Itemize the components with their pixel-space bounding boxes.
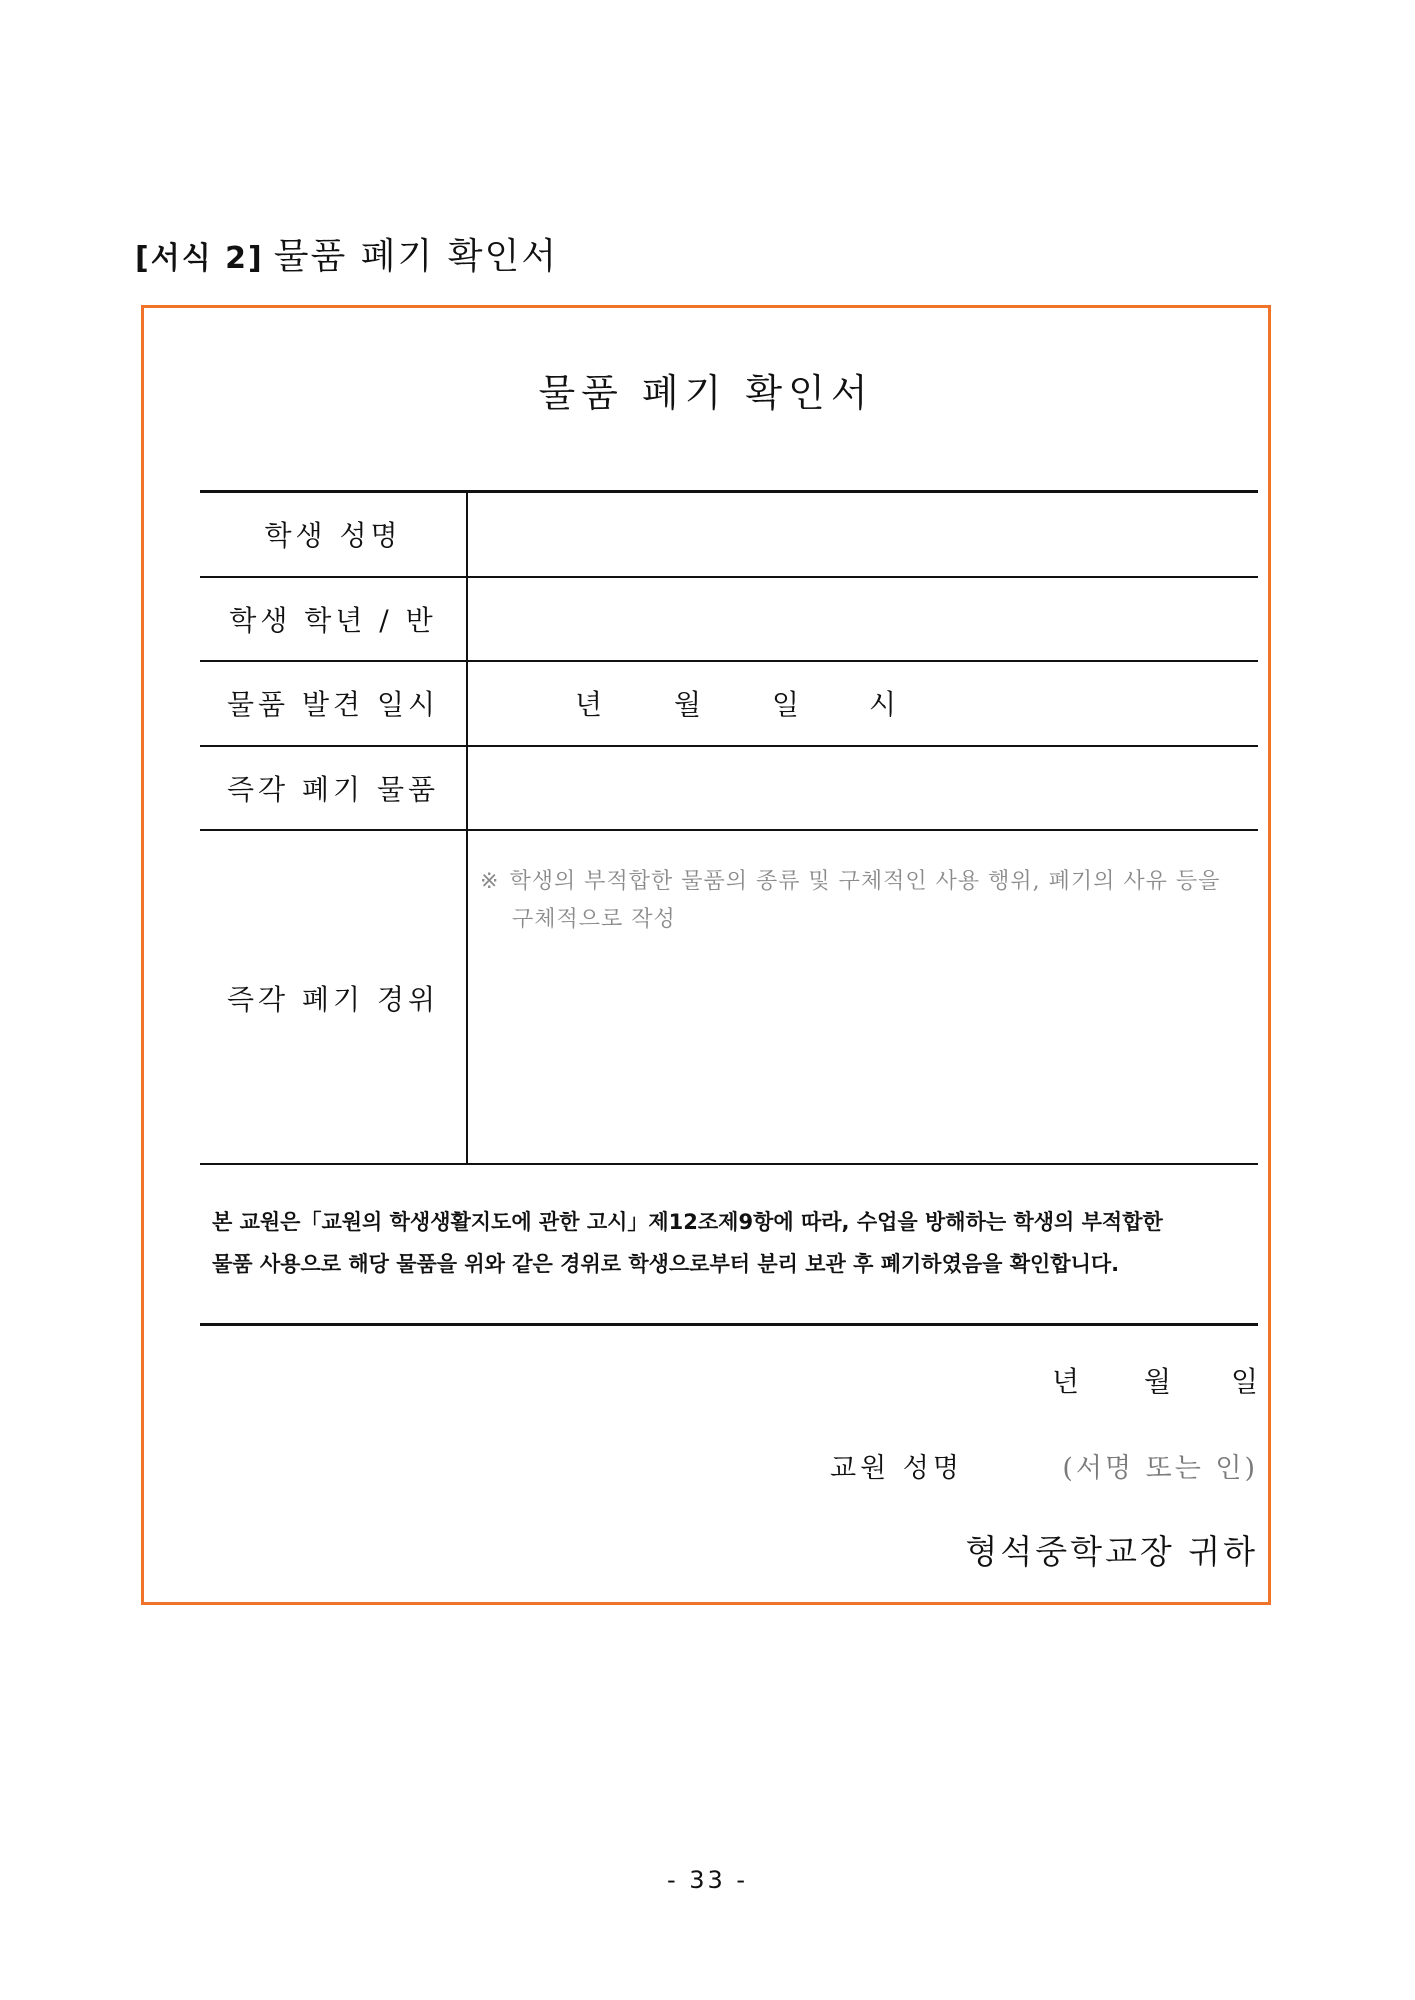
label-disposal-reason: 즉각 폐기 경위: [226, 983, 440, 1016]
reason-hint-line-1: 학생의 부적합한 물품의 종류 및 구체적인 사용 행위, 폐기의 사유 등을: [509, 869, 1221, 894]
form-number: [서식 2]: [135, 241, 264, 276]
reference-mark-icon: ※: [480, 869, 500, 894]
label-found-datetime: 물품 발견 일시: [226, 688, 440, 721]
form-title: 물품 폐기 확인서: [538, 371, 874, 415]
found-month-unit: 월: [674, 688, 702, 721]
found-hour-unit: 시: [869, 688, 897, 721]
row-divider: [200, 660, 1258, 662]
statement-rule: [200, 1323, 1258, 1326]
signature-hint: (서명 또는 인): [1062, 1453, 1258, 1484]
row-divider: [200, 576, 1258, 578]
form-heading-title: 물품 폐기 확인서: [273, 236, 559, 277]
reason-hint-line-2: 구체적으로 작성: [512, 907, 676, 932]
table-bottom-rule: [200, 1163, 1258, 1165]
column-divider: [466, 490, 468, 1163]
statement-line-2: 물품 사용으로 해당 물품을 위와 같은 경위로 학생으로부터 분리 보관 후 폐기하였음을 확인합니다.: [212, 1252, 1120, 1276]
teacher-name-label: 교원 성명: [830, 1453, 963, 1484]
table-top-rule: [200, 490, 1258, 493]
found-day-unit: 일: [772, 688, 800, 721]
sign-year-unit: 년: [1052, 1365, 1080, 1398]
row-divider: [200, 745, 1258, 747]
addressee: 형석중학교장 귀하: [965, 1532, 1258, 1571]
found-year-unit: 년: [575, 688, 603, 721]
label-student-name: 학생 성명: [264, 519, 402, 552]
sign-day-unit: 일: [1231, 1365, 1259, 1398]
sign-month-unit: 월: [1144, 1365, 1172, 1398]
page-number: - 33 -: [666, 1866, 749, 1894]
row-divider: [200, 829, 1258, 831]
label-student-grade-class: 학생 학년 / 반: [229, 604, 437, 637]
reason-hint: [480, 863, 1250, 939]
form-frame: [141, 305, 1271, 1605]
confirmation-statement: [212, 1201, 1252, 1285]
form-heading: [135, 228, 558, 279]
label-disposed-item: 즉각 폐기 물품: [226, 773, 440, 806]
statement-line-1: 본 교원은「교원의 학생생활지도에 관한 고시」제12조제9항에 따라, 수업을 방해하는 학생의 부적합한: [212, 1210, 1163, 1234]
